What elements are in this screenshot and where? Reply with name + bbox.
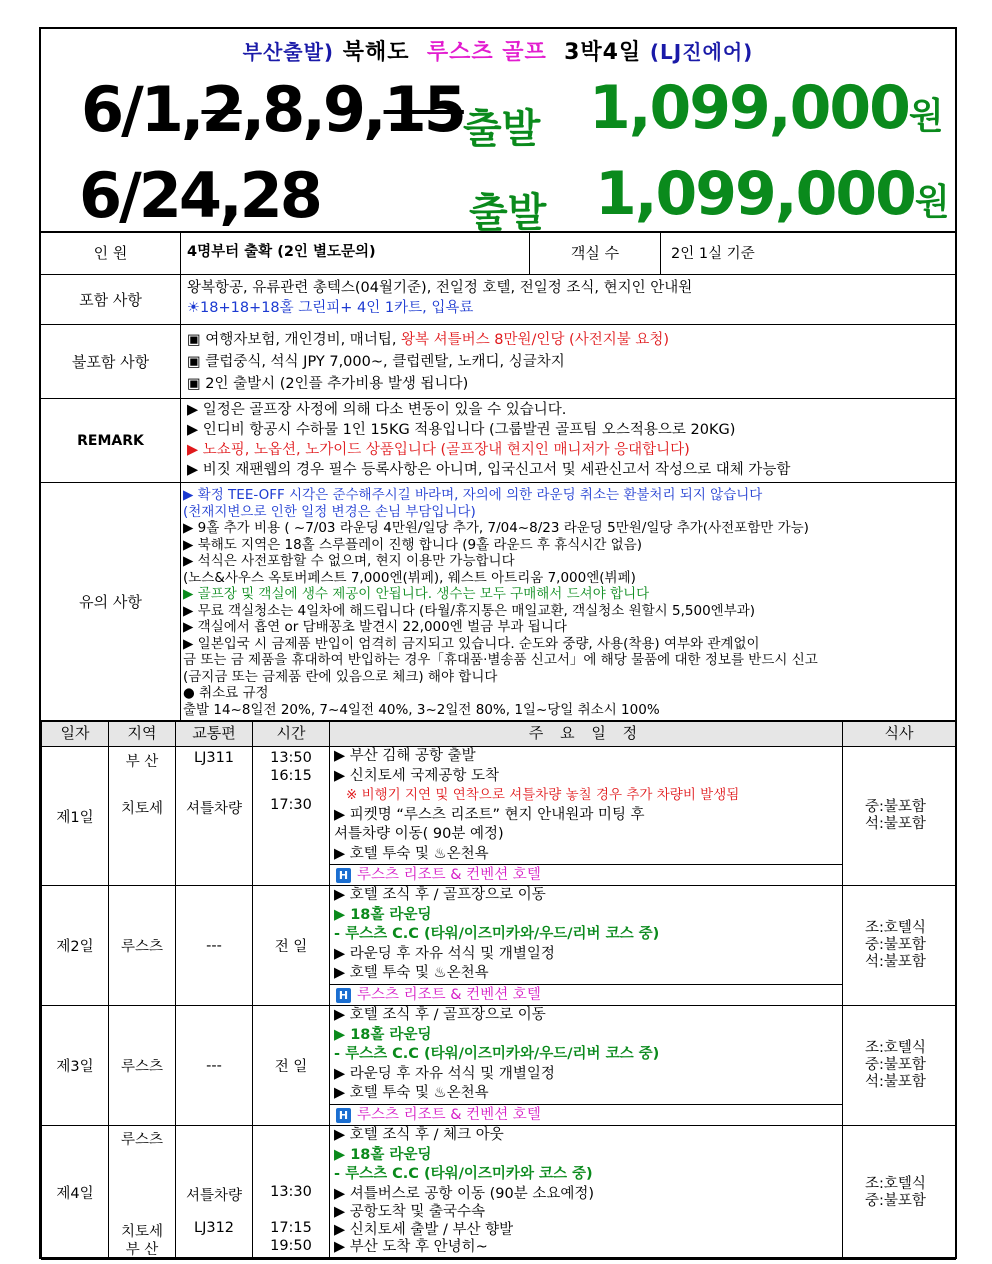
meal-cell: [843, 747, 956, 886]
itinerary-item: 셔틀차량 이동( 90분 예정): [334, 826, 504, 842]
day-row: [42, 747, 956, 886]
remark-line: ▶ 인디비 항공시 수하물 1인 15KG 적용입니다 (그룹발권 골프팀 오스적용으로 20KG): [187, 422, 736, 438]
itinerary-item: ▶ 호텔 투숙 및 ♨온천욕: [334, 845, 489, 862]
time: 전 일: [253, 1006, 330, 1126]
header: [41, 29, 955, 236]
itinerary-item: ▶ 호텔 조식 후 / 골프장으로 이동: [334, 887, 546, 903]
excluded-items: ▣ 여행자보험, 개인경비, 매너팁,: [187, 332, 402, 348]
note-line: ▶ 일본입국 시 금제품 반입이 엄격히 금지되고 있습니다. 순도와 중량, 사용(착용) 여부와 관계없이: [183, 635, 760, 652]
notes-label: 유의 사항: [41, 483, 181, 720]
note-line: ● 취소료 규정: [183, 685, 269, 701]
persons-value: 4명부터 출확 (2인 별도문의): [187, 244, 376, 260]
itinerary-cell: [330, 1126, 843, 1260]
price: [595, 159, 948, 229]
remark-line: ▶ 노쇼핑, 노옵션, 노가이드 상품입니다 (골프장내 현지인 매니저가 응대합니다): [187, 442, 690, 458]
itinerary-item: ▶ 피켓명 “루스츠 리조트” 현지 안내원과 미팅 후: [334, 806, 645, 823]
note-line: 출발 14~8일전 20%, 7~4일전 40%, 3~2일전 80%, 1일~당일 취소시 100%: [183, 701, 660, 718]
itinerary-cell: [330, 886, 843, 1006]
shuttle-fee: 왕복 셔틀버스 8만원/인당 (사전지불 요청): [401, 332, 670, 348]
persons-row: [41, 231, 955, 275]
day-row: [42, 1006, 956, 1126]
col-time: 시간: [253, 722, 330, 747]
note-line: (노스&사우스 옥토버페스트 7,000엔(뷔페), 웨스트 아트리움 7,000엔(뷔페): [183, 569, 636, 586]
price-unit: 원: [914, 182, 948, 223]
remark-line: ▶ 비짓 재팬웹의 경우 필수 등록사항은 아니며, 입국신고서 및 세관신고서 작성으로 대체 가능함: [187, 462, 791, 478]
meal-cell: [843, 1006, 956, 1126]
meal: 중:불포함 석:불포함: [865, 799, 926, 832]
departure-dates-2: 6/24,28: [79, 159, 320, 232]
departure-dates-1: [81, 73, 464, 146]
transport-cell: [176, 1126, 253, 1260]
col-itinerary: 주 요 일 정: [330, 722, 843, 747]
price-value: 1,099,000: [589, 73, 909, 143]
itinerary-item: ▶ 공항도착 및 출국수속: [334, 1204, 486, 1220]
itinerary-item: ▶ 18홀 라운딩: [334, 906, 432, 923]
itinerary-item: ▶ 부산 김해 공항 출발: [334, 748, 476, 764]
time: 13:50: [270, 750, 312, 766]
itinerary-item: ▶ 18홀 라운딩: [334, 1026, 432, 1043]
product-name: 루스츠 골프: [426, 40, 547, 65]
airline: (LJ진에어): [649, 40, 754, 64]
transport: 셔틀차량: [185, 1188, 243, 1204]
time: 17:15: [270, 1220, 312, 1236]
duration: 3박4일: [564, 40, 642, 65]
cancelled-date: 15: [383, 73, 464, 146]
transport: ---: [176, 1006, 253, 1126]
included-line: 왕복항공, 유류관련 총텍스(04월기준), 전일정 호텔, 전일정 조식, 현지인 안내원: [187, 280, 693, 296]
col-day: 일자: [42, 722, 109, 747]
product-title: [41, 35, 955, 66]
hotel-icon: H: [336, 988, 351, 1003]
meal: 조:호텔식 중:불포함 석:불포함: [865, 920, 926, 970]
transport: ---: [176, 886, 253, 1006]
cancelled-date: 2: [201, 73, 242, 146]
note-line: ▶ 객실에서 흡연 or 담배꽁초 발견시 22,000엔 벌금 부과 됩니다: [183, 619, 567, 635]
region-cell: [109, 747, 176, 886]
col-transport: 교통편: [176, 722, 253, 747]
itinerary-warning: ※ 비행기 지연 및 연착으로 셔틀차량 놓칠 경우 추가 차량비 발생됨: [346, 787, 740, 803]
origin: 부산출발): [242, 40, 335, 64]
itinerary-item: ▶ 라운딩 후 자유 석식 및 개별일정: [334, 945, 555, 962]
hotel-line: [330, 864, 842, 885]
schedule-header-row: [42, 722, 956, 747]
col-region: 지역: [109, 722, 176, 747]
note-line: ▶ 골프장 및 객실에 생수 제공이 안됩니다. 생수는 모두 구매해서 드셔야 합니다: [183, 586, 650, 602]
hotel-line: [330, 1104, 842, 1125]
hotel-icon: H: [336, 868, 351, 883]
day-label: 제1일: [42, 747, 109, 886]
transport: 셔틀차량: [185, 801, 243, 817]
itinerary-course: - 루스츠 C.C (타워/이즈미카와/우드/리버 코스 중): [334, 1046, 660, 1062]
remark-line: ▶ 일정은 골프장 사정에 의해 다소 변동이 있을 수 있습니다.: [187, 402, 567, 418]
excluded-content: [187, 329, 669, 395]
region: 치토세: [120, 1224, 164, 1240]
itinerary-item: ▶ 호텔 투숙 및 ♨온천욕: [334, 1085, 489, 1101]
itinerary-sheet: [39, 27, 957, 1259]
remark-label: REMARK: [41, 399, 181, 482]
dates-mid: ,8,9,: [241, 73, 384, 146]
remark-content: [187, 400, 790, 480]
note-line: (천재지변으로 인한 일정 변경은 손님 부담입니다): [183, 503, 476, 520]
transport-cell: [176, 747, 253, 886]
notes-row: [41, 483, 955, 721]
itinerary-course: - 루스츠 C.C (타워/이즈미카와/우드/리버 코스 중): [334, 926, 660, 942]
meal-cell: [843, 886, 956, 1006]
itinerary-item: ▶ 호텔 조식 후 / 체크 아웃: [334, 1127, 504, 1143]
depart-label: 출발: [469, 190, 547, 236]
excluded-line: ▣ 2인 출발시 (2인플 추가비용 발생 됩니다): [187, 376, 469, 392]
day-label: 제4일: [42, 1126, 109, 1260]
price: [589, 73, 942, 143]
notes-content: [183, 487, 818, 718]
room-value: 2인 1실 기준: [671, 246, 755, 262]
hotel-name: 루스츠 리조트 & 컨벤션 호텔: [357, 867, 541, 883]
itinerary-course: - 루스츠 C.C (타워/이즈미카와 코스 중): [334, 1166, 593, 1182]
note-line: ▶ 확정 TEE-OFF 시각은 준수해주시길 바라며, 자의에 의한 라운딩 취소는 환불처리 되지 않습니다: [183, 487, 763, 503]
itinerary-item: ▶ 호텔 투숙 및 ♨온천욕: [334, 965, 489, 981]
hotel-name: 루스츠 리조트 & 컨벤션 호텔: [357, 1106, 541, 1123]
itinerary-item: ▶ 18홀 라운딩: [334, 1146, 432, 1163]
persons-label: 인 원: [41, 231, 181, 274]
time-cell: [253, 747, 330, 886]
note-line: 금 또는 금 제품을 휴대하여 반입하는 경우「휴대품·별송품 신고서」에 해당 물품에 대한 정보를 반드시 신고: [183, 652, 818, 668]
region: 루스츠: [109, 1006, 176, 1126]
day-label: 제3일: [42, 1006, 109, 1126]
itinerary-cell: [330, 1006, 843, 1126]
excluded-label: 불포함 사항: [41, 325, 181, 398]
time: 16:15: [270, 768, 312, 784]
day-row: [42, 886, 956, 1006]
note-line: ▶ 북해도 지역은 18홀 스루플레이 진행 합니다 (9홀 라운드 후 휴식시간 없음): [183, 536, 643, 553]
remark-row: [41, 399, 955, 483]
meal-cell: [843, 1126, 956, 1260]
destination: 북해도: [342, 40, 410, 65]
hotel-icon: H: [336, 1108, 351, 1123]
itinerary-item: ▶ 신치토세 출발 / 부산 향발: [334, 1221, 514, 1238]
room-label: 객실 수: [529, 231, 661, 274]
itinerary-item: ▶ 호텔 조식 후 / 골프장으로 이동: [334, 1007, 546, 1023]
transport: LJ311: [193, 750, 235, 766]
note-line: ▶ 무료 객실청소는 4일차에 해드립니다 (타월/휴지통은 매일교환, 객실청소 원할시 5,500엔부과): [183, 602, 756, 619]
price-value: 1,099,000: [595, 159, 915, 229]
note-line: ▶ 9홀 추가 비용 ( ~7/03 라운딩 4만원/일당 추가, 7/04~8/23 라운딩 5만원/일당 추가(사전포함만 가능): [183, 520, 809, 536]
included-label: 포함 사항: [41, 275, 181, 324]
excluded-line: ▣ 클럽중식, 석식 JPY 7,000~, 클럽렌탈, 노캐디, 싱글차지: [187, 354, 565, 370]
region: 부 산: [125, 754, 159, 770]
meal: 조:호텔식 중:불포함: [865, 1175, 926, 1209]
time: 19:50: [270, 1238, 312, 1254]
itinerary-item: ▶ 셔틀버스로 공항 이동 (90분 소요예정): [334, 1185, 595, 1202]
region: 루스츠: [109, 886, 176, 1006]
itinerary-item: ▶ 부산 도착 후 안녕히~: [334, 1239, 488, 1255]
excluded-line: [187, 329, 669, 351]
depart-label: 출발: [463, 106, 541, 152]
itinerary-cell: [330, 747, 843, 886]
day-row: [42, 1126, 956, 1260]
region-cell: [109, 1126, 176, 1260]
meal: 조:호텔식 중:불포함 석:불포함: [865, 1040, 926, 1090]
region: 부 산: [125, 1242, 159, 1258]
excluded-row: [41, 325, 955, 399]
itinerary-item: ▶ 신치토세 국제공항 도착: [334, 767, 500, 784]
time: 전 일: [253, 886, 330, 1006]
note-line: (금지금 또는 금제품 란에 있음으로 체크) 해야 합니다: [183, 668, 498, 685]
day-label: 제2일: [42, 886, 109, 1006]
time: 17:30: [270, 797, 312, 813]
region: 루스츠: [120, 1132, 164, 1148]
hotel-line: [330, 984, 842, 1005]
included-greenfee: ☀18+18+18홀 그린피+ 4인 1카트, 입욕료: [187, 300, 474, 316]
note-line: ▶ 석식은 사전포함할 수 없으며, 현지 이용만 가능합니다: [183, 553, 515, 569]
schedule-table: [41, 721, 956, 1260]
time: 13:30: [270, 1184, 312, 1200]
col-meal: 식사: [843, 722, 956, 747]
region: 치토세: [120, 801, 164, 817]
included-content: [187, 278, 692, 318]
dates-prefix: 6/1,: [81, 73, 202, 146]
itinerary-item: ▶ 라운딩 후 자유 석식 및 개별일정: [334, 1065, 555, 1082]
included-row: [41, 275, 955, 325]
price-unit: 원: [908, 96, 942, 137]
transport: LJ312: [193, 1220, 235, 1236]
hotel-name: 루스츠 리조트 & 컨벤션 호텔: [357, 986, 541, 1003]
time-cell: [253, 1126, 330, 1260]
